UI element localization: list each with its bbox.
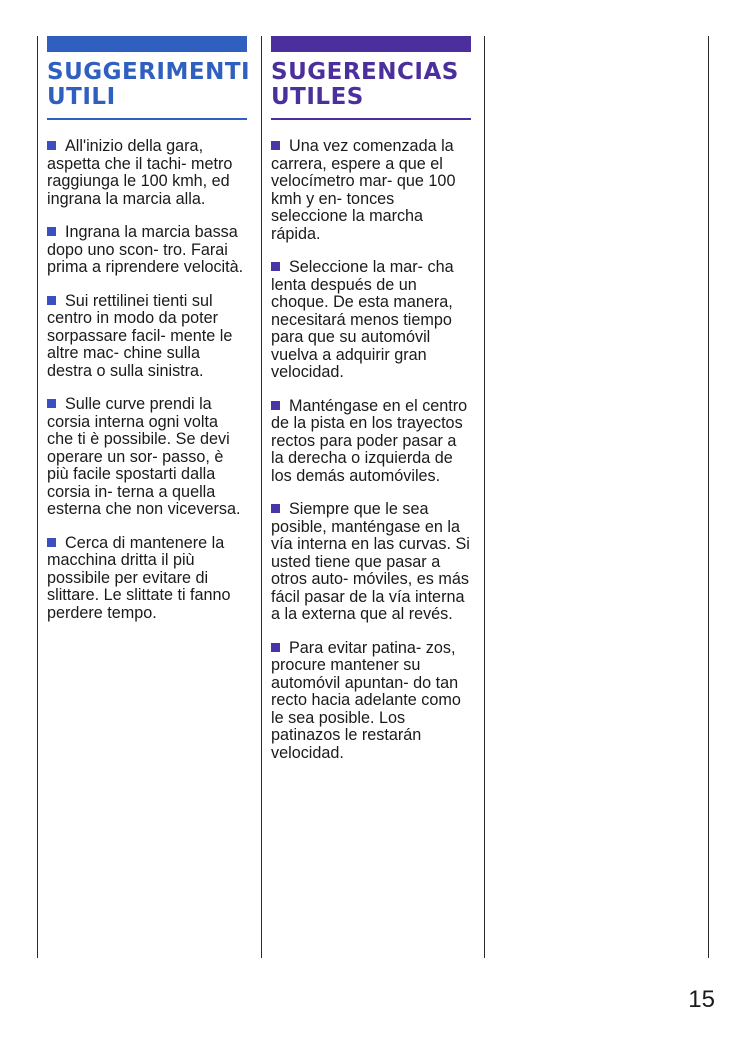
spanish-tips [271,138,471,762]
spanish-tip: Seleccione la mar- cha lenta después de un choque. De esta manera, necesitará menos tiempo para que su automóvil vuelva a adquirir gran velocidad. [271,258,454,381]
italian-heading-line2: UTILI [47,84,116,110]
square-bullet-icon [47,296,56,305]
italian-tip: Sulle curve prendi la corsia interna ogni volta che ti è possibile. Se devi operare un sor- passo, è più facile spostarti dalla corsia in- terna a quella esterna che non viceversa. [47,395,241,518]
square-bullet-icon [271,141,280,150]
italian-heading [47,59,251,110]
italian-column [47,36,251,638]
spanish-tip: Una vez comenzada la carrera, espere a que el velocímetro mar- que 100 kmh y en- tonces seleccione la marcha rápida. [271,137,456,243]
square-bullet-icon [271,262,280,271]
square-bullet-icon [271,401,280,410]
italian-tip: Cerca di mantenere la macchina dritta il più possibile per evitare di slittare. Le slittate ti fanno perdere tempo. [47,533,231,622]
square-bullet-icon [271,643,280,652]
italian-header-bar [47,36,247,52]
spanish-heading [271,60,471,110]
spanish-header-bar [271,36,471,52]
spanish-heading-rule [271,118,471,120]
square-bullet-icon [47,538,56,547]
spanish-tip: Para evitar patina- zos, procure mantener su automóvil apuntan- do tan recto hacia adelante como le sea posible. Los patinazos le restarán velocidad. [271,638,461,762]
square-bullet-icon [47,399,56,408]
spanish-heading-line2: UTILES [271,84,364,110]
italian-heading-line1: SUGGERIMENTI [47,59,251,85]
column-divider-left [37,36,38,958]
italian-heading-rule [47,118,247,120]
page-number: 15 [688,986,715,1013]
italian-tip: All'inizio della gara, aspetta che il tachi- metro raggiunga le 100 kmh, ed ingrana la marcia alla. [47,137,233,208]
column-divider-middle [261,36,262,958]
column-divider-center-right [484,36,485,958]
italian-tips [47,138,247,622]
square-bullet-icon [47,141,56,150]
spanish-column [271,36,471,778]
italian-tip: Ingrana la marcia bassa dopo uno scon- tro. Farai prima a riprendere velocità. [47,223,244,276]
square-bullet-icon [47,227,56,236]
square-bullet-icon [271,504,280,513]
spanish-tip: Manténgase en el centro de la pista en los trayectos rectos para poder pasar a la derecha o izquierda de los demás automóviles. [271,396,468,485]
column-divider-right [708,36,709,958]
italian-tip: Sui rettilinei tienti sul centro in modo da poter sorpassare facil- mente le altre mac- chine sulla destra o sulla sinistra. [47,291,233,380]
spanish-tip: Siempre que le sea posible, manténgase en la vía interna en las curvas. Si usted tiene que pasar a otros auto- móviles, es más fácil pasar de la vía interna a la externa que al revés. [271,500,470,623]
spanish-heading-line1: SUGERENCIAS [271,59,459,85]
